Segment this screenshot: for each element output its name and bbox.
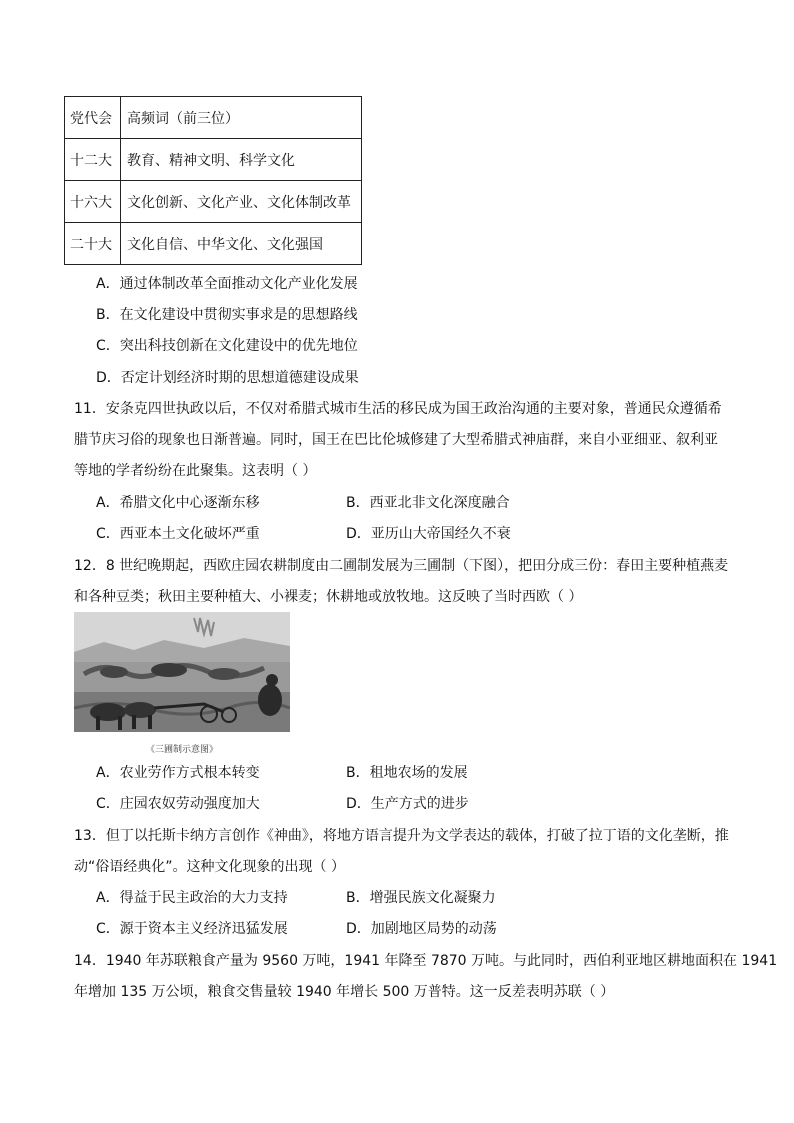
table-cell: 十六大 <box>65 181 121 223</box>
q13-option-c: C．源于资本主义经济迅猛发展 <box>96 921 288 937</box>
q13-stem-line: 动“俗语经典化”。这种文化现象的出现（ ） <box>74 859 345 875</box>
table-row <box>65 181 362 223</box>
q11-stem-line: 腊节庆习俗的现象也日渐普遍。同时，国王在巴比伦城修建了大型希腊式神庙群，来自小亚细亚、叙利亚 <box>74 432 718 448</box>
q10-option-a: A．通过体制改革全面推动文化产业化发展 <box>96 276 358 292</box>
q12-stem-line: 12．8 世纪晚期起，西欧庄园农耕制度由二圃制发展为三圃制（下图），把田分成三份：春田主要种植燕麦 <box>74 558 729 574</box>
q10-option-c: C．突出科技创新在文化建设中的优先地位 <box>96 338 358 354</box>
q12-stem-line: 和各种豆类；秋田主要种植大、小裸麦；休耕地或放牧地。这反映了当时西欧（ ） <box>74 589 583 605</box>
three-field-system-illustration <box>74 612 290 732</box>
q13-stem-line: 13．但丁以托斯卡纳方言创作《神曲》，将地方语言提升为文学表达的载体，打破了拉丁语的文化垄断，推 <box>74 828 729 844</box>
q12-option-c: C．庄园农奴劳动强度加大 <box>96 796 260 812</box>
q11-option-a: A．希腊文化中心逐渐东移 <box>96 495 260 511</box>
table-row <box>65 139 362 181</box>
q11-option-c: C．西亚本土文化破坏严重 <box>96 526 260 542</box>
table-cell: 文化创新、文化产业、文化体制改革 <box>121 181 362 223</box>
table-cell: 二十大 <box>65 223 121 265</box>
q11-stem-line: 等地的学者纷纷在此聚集。这表明（ ） <box>74 463 317 479</box>
q12-option-a: A．农业劳作方式根本转变 <box>96 765 260 781</box>
q10-option-b: B．在文化建设中贯彻实事求是的思想路线 <box>96 307 358 323</box>
q11-stem-line: 11．安条克四世执政以后，不仅对希腊式城市生活的移民成为国王政治沟通的主要对象，普通民众遵循希 <box>74 401 722 417</box>
q11-option-d: D．亚历山大帝国经久不衰 <box>346 526 511 542</box>
q10-option-d: D．否定计划经济时期的思想道德建设成果 <box>96 370 359 386</box>
q13-option-b: B．增强民族文化凝聚力 <box>346 890 496 906</box>
table-cell: 高频词（前三位） <box>121 97 362 139</box>
table-cell: 文化自信、中华文化、文化强国 <box>121 223 362 265</box>
q14-stem-line: 年增加 135 万公顷，粮食交售量较 1940 年增长 500 万普特。这一反差表明苏联（ ） <box>74 984 615 1000</box>
q12-option-b: B．租地农场的发展 <box>346 765 468 781</box>
table-row <box>65 223 362 265</box>
q11-option-b: B．西亚北非文化深度融合 <box>346 495 510 511</box>
table-cell: 党代会 <box>65 97 121 139</box>
figure-caption: 《三圃制示意图》 <box>146 745 219 755</box>
table-cell: 十二大 <box>65 139 121 181</box>
q12-option-d: D．生产方式的进步 <box>346 796 469 812</box>
q13-option-d: D．加剧地区局势的动荡 <box>346 921 497 937</box>
q13-option-a: A．得益于民主政治的大力支持 <box>96 890 288 906</box>
table-header-row <box>65 97 362 139</box>
q14-stem-line: 14．1940 年苏联粮食产量为 9560 万吨，1941 年降至 7870 万吨。与此同时，西伯利亚地区耕地面积在 1941 <box>74 953 778 969</box>
keyword-table <box>64 96 362 265</box>
table-cell: 教育、精神文明、科学文化 <box>121 139 362 181</box>
